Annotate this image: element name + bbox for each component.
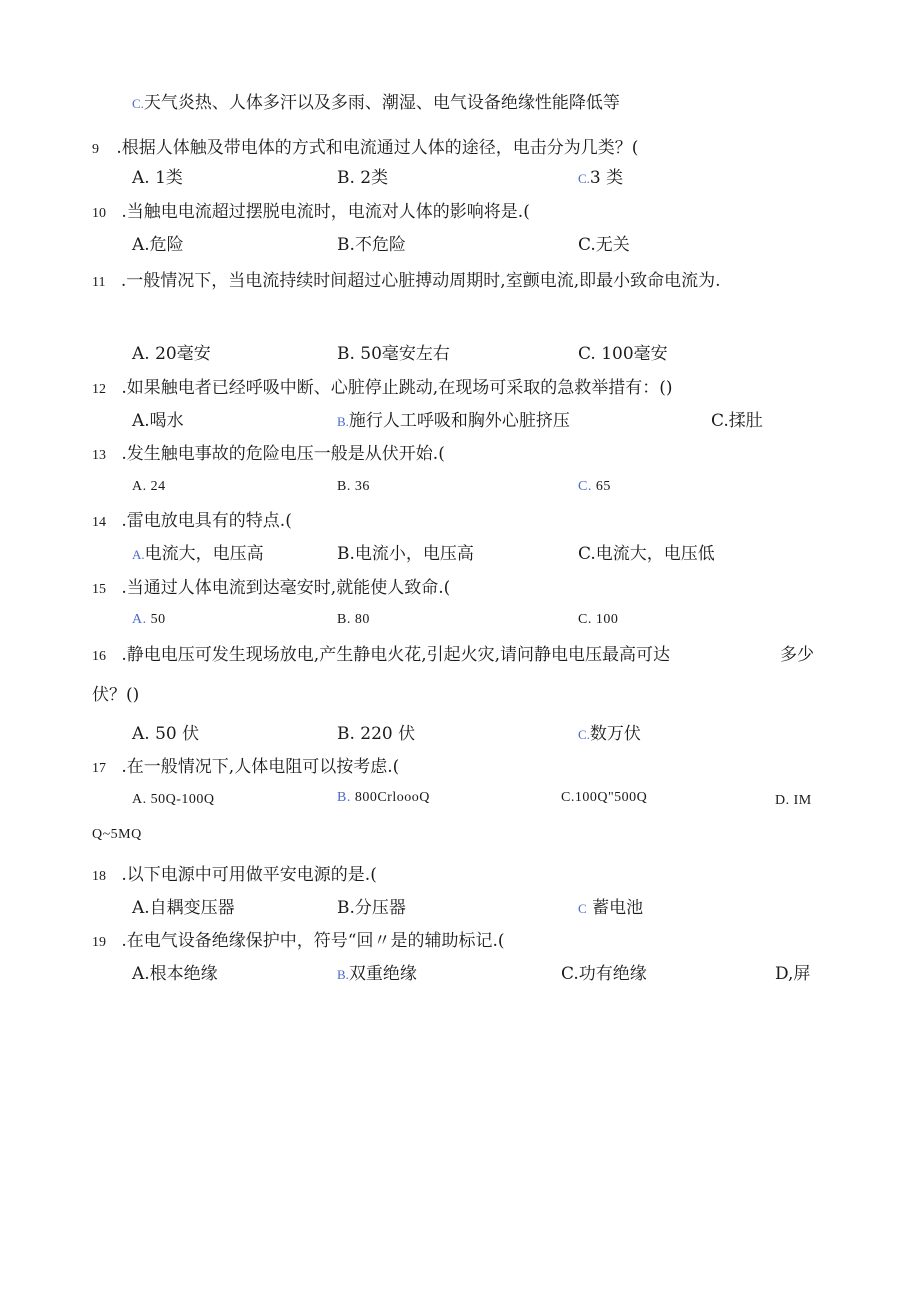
option-text: 蓄电池 bbox=[592, 898, 644, 918]
option-text: 3 类 bbox=[589, 168, 624, 188]
question-text: .发生触电事故的危险电压一般是从伏开始.( bbox=[121, 444, 445, 464]
question-9 bbox=[92, 137, 638, 161]
q16-option-b: B. 220 伏 bbox=[337, 724, 416, 744]
q14-option-a bbox=[132, 543, 264, 566]
q16-option-c bbox=[578, 723, 641, 746]
q19-option-a: A.根本绝缘 bbox=[132, 964, 218, 984]
q10-option-a: A.危险 bbox=[132, 235, 184, 255]
question-16-text-end: 多少 bbox=[780, 645, 814, 665]
q17-option-d-continuation: Q~5MQ bbox=[92, 827, 142, 842]
question-text: .以下电源中可用做平安电源的是.( bbox=[121, 865, 377, 885]
option-text: 双重绝缘 bbox=[348, 964, 417, 984]
option-text: 数万伏 bbox=[589, 724, 641, 744]
option-text: 天气炎热、人体多汗以及多雨、潮湿、电气设备绝缘性能降低等 bbox=[143, 93, 620, 113]
q18-option-a: A.自耦变压器 bbox=[132, 898, 235, 918]
q15-option-b: B. 80 bbox=[337, 612, 370, 627]
q12-option-c: C.揉肚 bbox=[711, 411, 763, 431]
question-text: .一般情况下，当电流持续时间超过心脏搏动周期时,室颤电流,即最小致命电流为. bbox=[120, 271, 721, 291]
option-text: 800CrloooQ bbox=[354, 790, 430, 805]
q19-option-b bbox=[337, 963, 417, 986]
q11-option-a: A. 20毫安 bbox=[132, 344, 211, 364]
option-text: 65 bbox=[591, 479, 611, 494]
option-letter: B. bbox=[337, 790, 351, 805]
q10-option-c: C.无关 bbox=[578, 235, 630, 255]
question-15 bbox=[92, 577, 450, 601]
option-letter: C. bbox=[578, 171, 590, 186]
q12-option-b bbox=[337, 410, 570, 433]
q11-option-b: B. 50毫安左右 bbox=[337, 344, 450, 364]
question-text: .雷电放电具有的特点.( bbox=[121, 511, 292, 531]
q18-option-c bbox=[578, 897, 643, 920]
question-number: 9 bbox=[92, 142, 99, 157]
option-letter: A. bbox=[132, 612, 147, 627]
question-12 bbox=[92, 377, 672, 401]
q13-option-c bbox=[578, 476, 611, 498]
question-number: 17 bbox=[92, 761, 106, 776]
question-number: 12 bbox=[92, 382, 106, 397]
q15-option-a bbox=[132, 609, 166, 631]
q13-option-a: A. 24 bbox=[132, 479, 166, 494]
q17-option-c: C.100Q"500Q bbox=[561, 790, 648, 805]
q14-option-b: B.电流小，电压高 bbox=[337, 544, 474, 564]
q9-option-c bbox=[578, 167, 623, 190]
option-letter: C. bbox=[578, 727, 590, 742]
q12-option-a: A.喝水 bbox=[132, 411, 184, 431]
option-letter: C. bbox=[578, 479, 592, 494]
q17-option-a: A. 50Q-100Q bbox=[132, 792, 215, 807]
question-number: 19 bbox=[92, 935, 106, 950]
question-text: .根据人体触及带电体的方式和电流通过人体的途径，电击分为几类？( bbox=[116, 138, 639, 158]
question-text: .如果触电者已经呼吸中断、心脏停止跳动,在现场可采取的急救举措有：() bbox=[121, 378, 673, 398]
question-text: .当通过人体电流到达毫安时,就能使人致命.( bbox=[121, 578, 451, 598]
option-letter: C bbox=[578, 901, 587, 916]
q13-option-b: B. 36 bbox=[337, 479, 370, 494]
question-10 bbox=[92, 201, 530, 225]
q17-option-b bbox=[337, 787, 430, 809]
q10-option-b: B.不危险 bbox=[337, 235, 406, 255]
question-13 bbox=[92, 443, 445, 467]
q9-option-a: A. 1类 bbox=[132, 168, 183, 188]
question-16 bbox=[92, 644, 670, 668]
question-text: .在电气设备绝缘保护中，符号“回〃是的辅助标记.( bbox=[121, 931, 505, 951]
q14-option-c: C.电流大，电压低 bbox=[578, 544, 715, 564]
question-number: 18 bbox=[92, 869, 106, 884]
option-text: 50 bbox=[146, 612, 166, 627]
option-letter: A. bbox=[132, 547, 145, 562]
option-letter: B. bbox=[337, 414, 349, 429]
question-number: 10 bbox=[92, 206, 106, 221]
q19-option-d: D,屏 bbox=[775, 964, 811, 984]
q19-option-c: C.功有绝缘 bbox=[561, 964, 647, 984]
question-number: 11 bbox=[92, 275, 106, 290]
question-number: 15 bbox=[92, 582, 106, 597]
question-number: 14 bbox=[92, 515, 106, 530]
question-text: .静电电压可发生现场放电,产生静电火花,引起火灾,请问静电电压最高可达 bbox=[121, 645, 671, 665]
question-14 bbox=[92, 510, 292, 534]
question-11 bbox=[92, 270, 721, 294]
question-text: .在一般情况下,人体电阻可以按考虑.( bbox=[121, 757, 400, 777]
q9-option-b: B. 2类 bbox=[337, 168, 389, 188]
question-text: .当触电电流超过摆脱电流时，电流对人体的影响将是.( bbox=[121, 202, 530, 222]
question-16-continuation: 伏？() bbox=[92, 685, 140, 705]
option-letter: C. bbox=[132, 96, 144, 111]
q18-option-b: B.分压器 bbox=[337, 898, 406, 918]
option-text: 施行人工呼吸和胸外心脏挤压 bbox=[348, 411, 570, 431]
q17-option-d: D. IM bbox=[775, 793, 812, 808]
q11-option-c: C. 100毫安 bbox=[578, 344, 668, 364]
option-letter: B. bbox=[337, 967, 349, 982]
question-19 bbox=[92, 930, 505, 954]
question-number: 16 bbox=[92, 649, 106, 664]
question-number: 13 bbox=[92, 448, 106, 463]
q8-option-c bbox=[132, 92, 620, 115]
q16-option-a: A. 50 伏 bbox=[132, 724, 200, 744]
option-text: 电流大，电压高 bbox=[144, 544, 264, 564]
q15-option-c: C. 100 bbox=[578, 612, 619, 627]
question-17 bbox=[92, 756, 399, 780]
question-18 bbox=[92, 864, 377, 888]
